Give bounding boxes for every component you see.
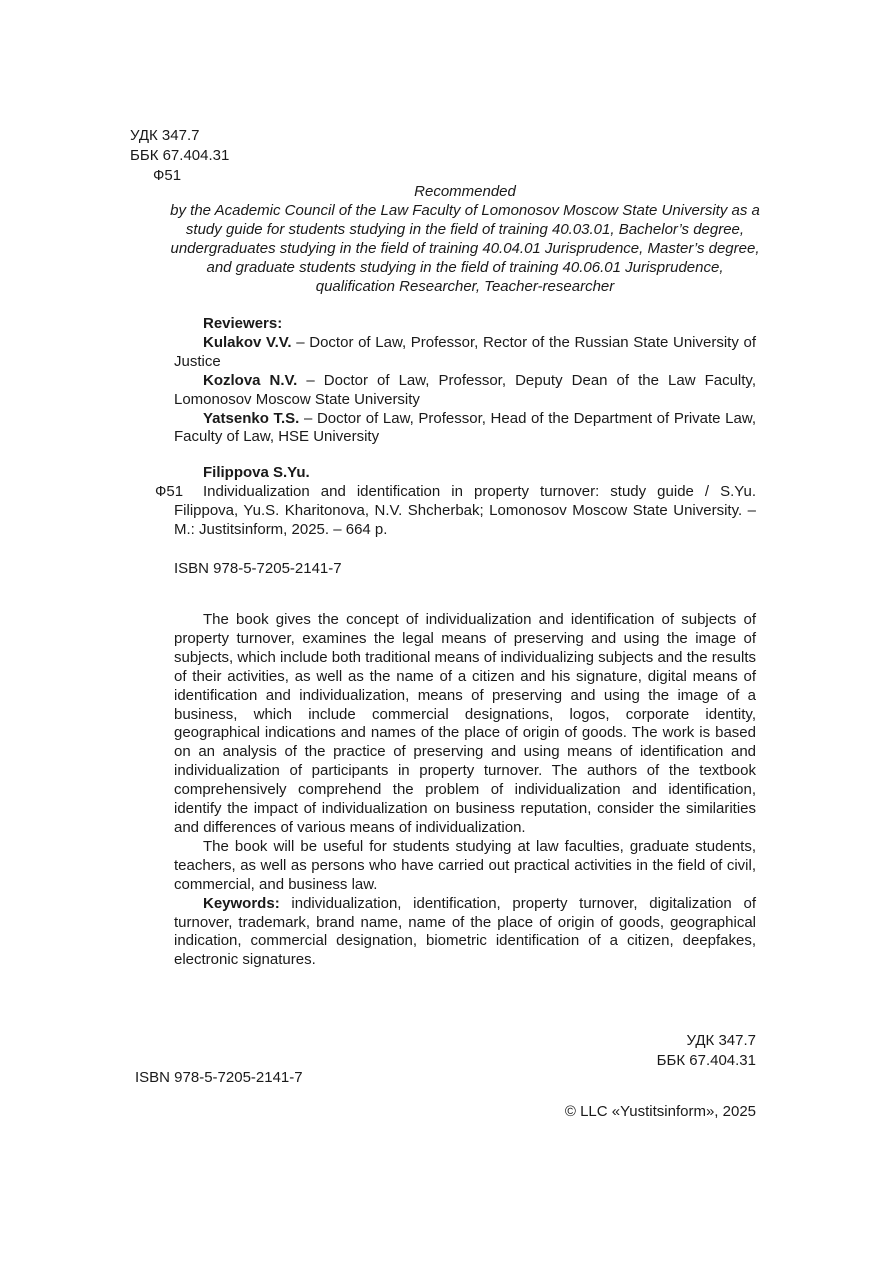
bibliographic-text: Individualization and identification in property turnover: study guide / S.Yu. Filippova, Yu.S. Kharitonova, N.V. Shcherbak; Lomonosov Moscow State University. – M.: Justitsinform, 2025. – 664 p.	[174, 482, 756, 538]
bbk-code: ББК 67.404.31	[130, 147, 230, 164]
author-mark: Ф51	[153, 167, 182, 184]
reviewer-name: Kulakov V.V.	[203, 333, 292, 351]
reviewer-desc: – Doctor of Law, Professor, Deputy Dean of the Law Faculty, Lomonosov Moscow State University	[174, 371, 756, 408]
abstract-block	[174, 611, 756, 970]
reviewers-heading: Reviewers:	[203, 315, 283, 332]
reviewer-desc: – Doctor of Law, Professor, Head of the Department of Private Law, Faculty of Law, HSE University	[174, 409, 756, 446]
abstract-paragraph-1: The book gives the concept of individualization and identification of subjects of property turnover, examines the legal means of preserving and using the image of subjects, which include both traditional means of individualizing subjects and the results of their activities, as well as the name of a citizen and his signature, digital means of identification and individualization, means of preserving and using the image of a business, which include commercial designations, logos, corporate identity, geographical indications and names of the place of origin of goods. The work is based on an analysis of the practice of preserving and using means of identification and individualization of participants in property turnover. The authors of the textbook comprehensively comprehend the problem of individualization and identification, identify the impact of individualization on business reputation, consider the similarities and differences of various means of individualization.	[174, 611, 756, 836]
keywords-paragraph	[174, 895, 756, 971]
bibliographic-text-wrap	[155, 482, 756, 540]
udk-code: УДК 347.7	[130, 127, 200, 144]
reviewers-block	[174, 315, 756, 447]
classification-codes	[130, 127, 229, 187]
reviewer-name: Kozlova N.V.	[203, 371, 298, 389]
reviewer-name: Yatsenko T.S.	[203, 409, 300, 427]
reviewer-entry	[174, 410, 756, 448]
footer-codes	[657, 1032, 756, 1072]
abstract-paragraph-2: The book will be useful for students studying at law faculties, graduate students, teachers, as well as persons who have carried out practical activities in the field of civil, commercial, and business law.	[174, 837, 756, 893]
keywords-label: Keywords:	[203, 894, 280, 912]
footer-bbk: ББК 67.404.31	[656, 1052, 756, 1069]
footer-udk: УДК 347.7	[686, 1032, 756, 1049]
recommendation-text: by the Academic Council of the Law Faculty of Lomonosov Moscow State University as a study guide for students studying in the field of training 40.03.01, Bachelor’s degree, undergraduates studying in the field of training 40.04.01 Jurisprudence, Master’s degree, and graduate students studying in the field of training 40.06.01 Jurisprudence, qualification Researcher, Teacher-researcher	[170, 201, 760, 295]
author-name: Filippova S.Yu.	[203, 464, 310, 481]
bibliographic-entry	[155, 464, 756, 540]
reviewer-desc: – Doctor of Law, Professor, Rector of the Russian State University of Justice	[174, 333, 756, 370]
bibliographic-mark: Ф51	[155, 482, 184, 500]
copyright-notice: © LLC «Yustitsinform», 2025	[564, 1103, 756, 1120]
recommendation-heading: Recommended	[414, 183, 516, 200]
keywords-text: individualization, identification, property turnover, digitalization of turnover, trademark, brand name, name of the place of origin of goods, geographical indication, commercial designation, biometric identification of a citizen, deepfakes, electronic signatures.	[174, 894, 756, 969]
reviewer-entry	[174, 372, 756, 410]
isbn-main: ISBN 978-5-7205-2141-7	[174, 560, 342, 577]
reviewer-entry	[174, 334, 756, 372]
recommendation-block	[170, 183, 760, 296]
footer-isbn: ISBN 978-5-7205-2141-7	[135, 1069, 303, 1086]
